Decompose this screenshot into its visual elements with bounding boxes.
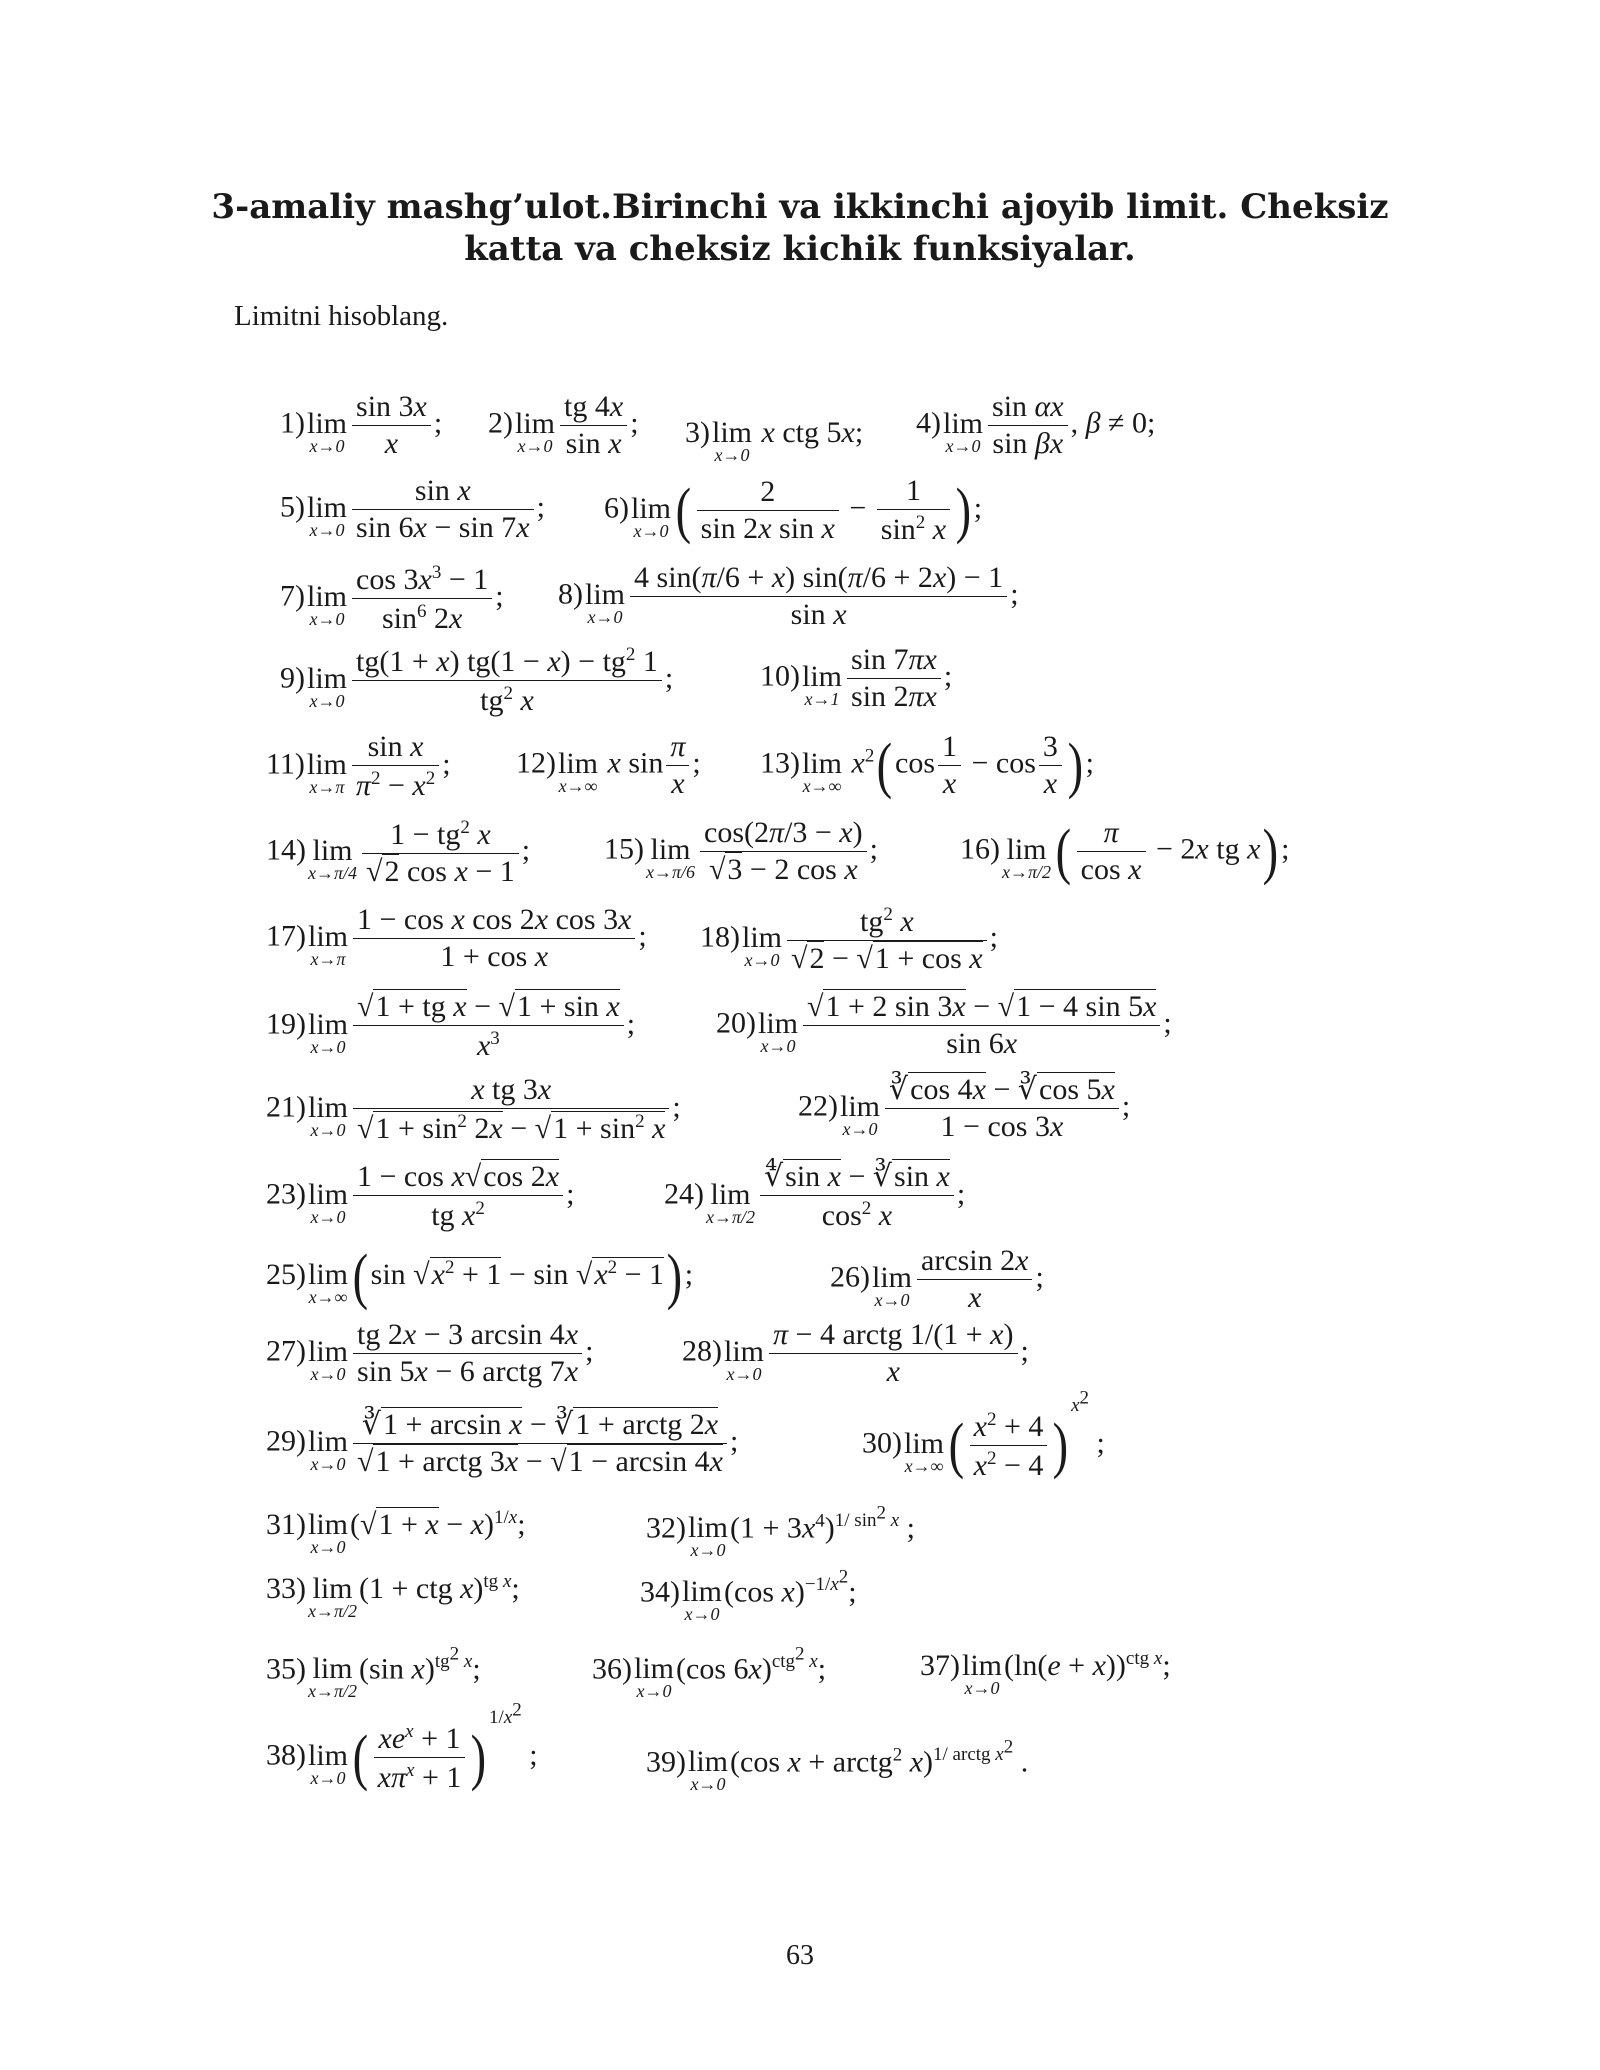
problem-10: 10) lim x→1 $\frac{\sin 7\pi x}{\sin 2\pi x}$ ; xyxy=(760,643,953,713)
problem-31: 31) lim x→0 $(√1 + x - x)^{1/x}$; xyxy=(266,1506,526,1557)
problem-15: 15) lim x→π/6 $\frac{\cos(2\pi/3 - x)}{\text{√3 − 2 cos x}}$ ; xyxy=(604,816,878,886)
problem-12: 12) lim x→∞ x sin $\frac{\pi}{x}$ ; xyxy=(516,730,701,800)
problem-9: 9) lim x→0 $\frac{tg(1 + x) tg(1 - x) - tg^2 1}{tg^2 x}$ ; xyxy=(280,644,674,717)
title-line-1: 3-amaliy mashg’ulot.Birinchi va ikkinchi ajoyib limit. Cheksiz xyxy=(211,187,1389,227)
problem-28: 28) lim x→0 $\frac{\text{π − 4 arctg 1/(1 + x)}}{x}$ ; xyxy=(682,1318,1029,1388)
problem-5: 5) lim x→0 $\frac{\text{sin x}}{\sin 6x - \sin 7x}$ ; xyxy=(280,474,545,544)
problem-20: 20) lim x→0 $\frac{√1 + 2 \sin 3x - √1 - 4 \sin 5x}{\sin 6x}$ ; xyxy=(716,990,1172,1060)
problem-26: 26) lim x→0 $\frac{\arcsin 2x}{x}$ ; xyxy=(830,1244,1044,1314)
page-number: 63 xyxy=(786,1940,814,1971)
problem-18: 18) lim x→0 $\frac{tg^2 x}{\text{√2 − √1 + cos x}}$ ; xyxy=(700,904,998,975)
title-line-2: katta va cheksiz kichik funksiyalar. xyxy=(464,229,1136,269)
problem-39: 39) lim x→0 (cos x + arctg$^2$ x)$^{1/ arctg x^2}$ . xyxy=(646,1737,1029,1795)
problem-4: 4) lim x→0 $\frac{\text{sin αx}}{\text{sin βx}}$ , β ≠ 0; xyxy=(916,390,1156,460)
problem-1: 1) lim x→0 $\frac{\sin 3x}{x}$ ; xyxy=(280,390,443,460)
problem-16: 16) lim x→π/2 ( $\frac{\pi}{\text{cos x}}$ − 2x tg x); xyxy=(960,816,1290,886)
problem-37: 37) lim x→0 $(\ln(e + x))^{ctg x}$; xyxy=(920,1647,1171,1698)
problem-6: 6) lim x→0 ( $\frac{2}{\text{sin 2x sin x}}$ − $\frac{1}{\sin^2 x}$ ); xyxy=(604,474,983,546)
problem-7: 7) lim x→0 $\frac{\cos 3x^3 - 1}{\sin^6 2x}$ ; xyxy=(280,562,504,635)
problem-8: 8) lim x→0 $\frac{4 \sin(\pi/6 + x) \sin(\pi/6 + 2x) - 1}{\text{sin x}}$ ; xyxy=(558,561,1019,631)
problem-23: 23) lim x→0 $\frac{\text{1 − cos x√cos 2x}}{tg x^2}$ ; xyxy=(266,1160,575,1232)
problem-21: 21) lim x→0 $\frac{\text{x tg 3x}}{√1 + \sin^2 2x - √1 + \sin^2 x}$ ; xyxy=(266,1073,681,1145)
problem-19: 19) lim x→0 $\frac{\text{√1 + tg x − √1 + sin x}}{x^3}$ ; xyxy=(266,990,636,1062)
problem-38: 38) lim x→0 ( $\frac{xe^x + 1}{x\pi^x + 1}$ )$^{1/x^2}$ ; xyxy=(266,1700,538,1794)
problem-14: 14) lim x→π/4 $\frac{1 - tg^2 x}{\text{√2 cos x − 1}}$ ; xyxy=(266,817,531,888)
problem-30: 30) lim x→∞ ( $\frac{x^2 + 4}{x^2 - 4}$ )$^{x^2}$ ; xyxy=(862,1388,1105,1482)
instruction-text: Limitni hisoblang. xyxy=(234,300,449,332)
problem-35: 35) lim x→π/2 (sin x)$^{tg^2 x}$; xyxy=(266,1644,481,1702)
problem-11: 11) lim x→π $\frac{\text{sin x}}{\pi^2 - x^2}$ ; xyxy=(266,730,451,802)
problem-36: 36) lim x→0 (cos 6x)$^{ctg^2 x}$; xyxy=(592,1644,827,1702)
problem-32: 32) lim x→0 $(1 + 3x^4)^{1/ sin^2 x}$ ; xyxy=(646,1503,915,1561)
problem-17: 17) lim x→π $\frac{\text{1 − cos x cos 2x cos 3x}}{\text{1 + cos x}}$ ; xyxy=(266,903,647,973)
problem-25: 25) lim x→∞ (sin $√x^2 + 1 - \sin √x^2 - 1$); xyxy=(266,1243,694,1311)
problem-34: 34) lim x→0 (cos x)$^{-1/x^2}$; xyxy=(640,1567,857,1625)
problem-27: 27) lim x→0 $\frac{tg 2x - 3 \arcsin 4x}{\text{sin 5x − 6 arctg 7x}}$ ; xyxy=(266,1318,594,1388)
problem-22: 22) lim x→0 $\frac{∛\cos 4x - ∛\cos 5x}{1 - \cos 3x}$ ; xyxy=(798,1073,1131,1143)
problem-33: 33) lim x→π/2 (1 + ctg x)$^{tg x}$; xyxy=(266,1570,520,1621)
problem-13: 13) lim x→∞ $x^2(\cos$ $\frac{1}{x}$ − cos $\frac{3}{x}$ ); xyxy=(760,730,1094,800)
problem-29: 29) lim x→0 $\frac{\text{∛1 + arcsin x − ∛1 + arctg 2x}}{\text{√1 + arctg 3x − √1 − arcsin 4x}}$ ; xyxy=(266,1408,739,1478)
problem-3: 3) lim x→0 x ctg 5x; xyxy=(685,415,864,465)
page-title xyxy=(210,186,1390,270)
problem-24: 24) lim x→π/2 $\frac{\text{∜sin x − ∛sin x}}{\cos^2 x}$ ; xyxy=(664,1160,966,1232)
problem-2: 2) lim x→0 $\frac{tg 4x}{\text{sin x}}$ ; xyxy=(488,390,639,460)
